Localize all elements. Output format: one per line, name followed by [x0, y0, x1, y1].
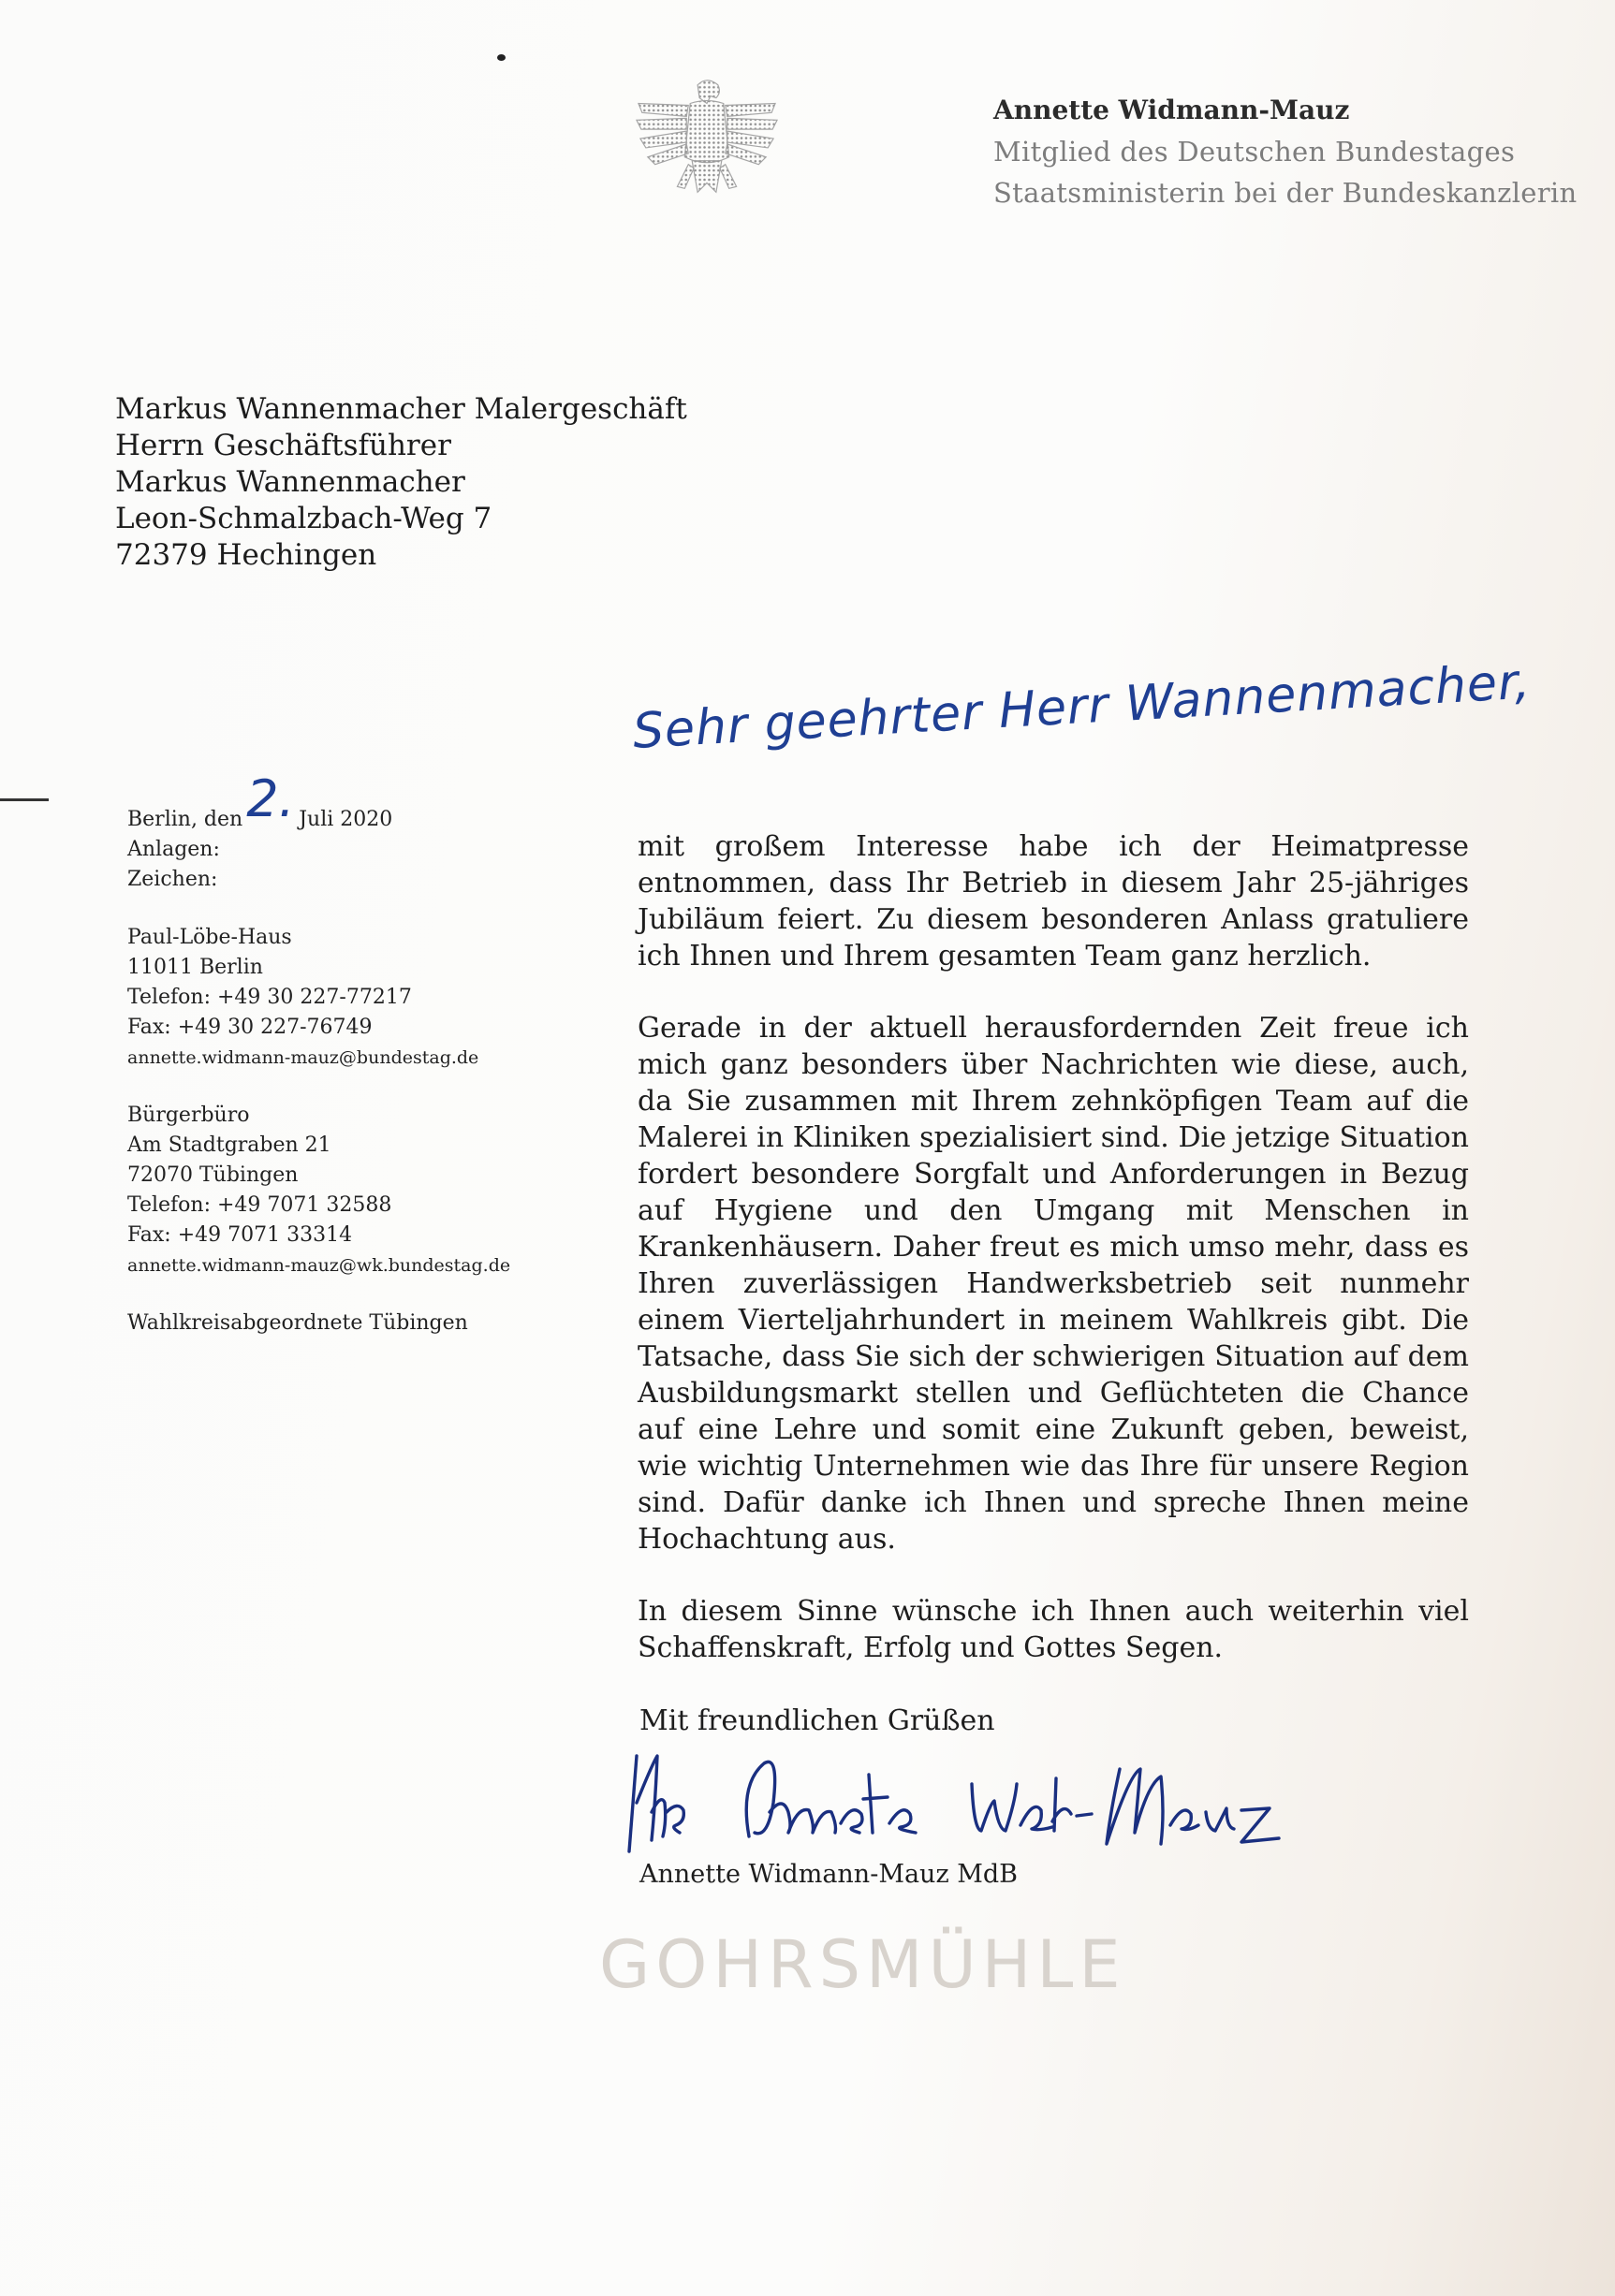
- berlin-office-fax: Fax: +49 30 227-76749: [127, 1016, 373, 1039]
- handwritten-salutation: Sehr geehrter Herr Wannenmacher,: [631, 653, 1533, 760]
- zeichen-label: Zeichen:: [127, 868, 218, 891]
- closing-phrase: Mit freundlichen Grüßen: [639, 1704, 995, 1737]
- berlin-office-city: 11011 Berlin: [127, 956, 263, 979]
- recipient-line: Markus Wannenmacher Malergeschäft: [115, 392, 687, 426]
- local-office-fax: Fax: +49 7071 33314: [127, 1223, 353, 1247]
- berlin-office-email: annette.widmann-mauz@bundestag.de: [127, 1047, 479, 1068]
- letterhead: [993, 90, 1577, 213]
- local-office-email: annette.widmann-mauz@wk.bundestag.de: [127, 1255, 511, 1276]
- sender-sidebar: [127, 769, 511, 1338]
- date-line: [127, 769, 510, 835]
- fold-mark: [0, 798, 49, 801]
- berlin-office-name: Paul-Löbe-Haus: [127, 926, 292, 949]
- recipient-line: Herrn Geschäftsführer: [115, 429, 451, 462]
- date-prefix: Berlin, den: [127, 808, 243, 831]
- handwritten-signature: [624, 1747, 1288, 1865]
- local-office-street: Am Stadtgraben 21: [127, 1133, 331, 1157]
- sender-title-2: Staatsministerin bei der Bundeskanzlerin: [993, 177, 1578, 209]
- letter-body: [638, 828, 1469, 1702]
- constituency-label: Wahlkreisabgeordnete Tübingen: [127, 1311, 468, 1335]
- body-paragraph-3: In diesem Sinne wünsche ich Ihnen auch weiterhin viel Schaffenskraft, Erfolg und Gottes Segen.: [638, 1595, 1469, 1664]
- body-paragraph-1: mit großem Interesse habe ich der Heimatpresse entnommen, dass Ihr Betrieb in diesem Jahr 25-jähriges Jubiläum feiert. Zu diesem besonderen Anlass gratuliere ich Ihnen und Ihrem gesamten Team ganz herzlich.: [638, 830, 1469, 973]
- local-office-city: 72070 Tübingen: [127, 1163, 299, 1187]
- paper-watermark: GOHRSMÜHLE: [599, 1926, 1126, 2003]
- signatory-name: Annette Widmann-Mauz MdB: [639, 1860, 1019, 1889]
- sender-name: Annette Widmann-Mauz: [993, 95, 1350, 125]
- sender-title-1: Mitglied des Deutschen Bundestages: [993, 136, 1516, 168]
- recipient-line: Leon-Schmalzbach-Weg 7: [115, 502, 492, 535]
- local-office-phone: Telefon: +49 7071 32588: [127, 1193, 392, 1217]
- body-paragraph-2: Gerade in der aktuell herausfordernden Zeit freue ich mich ganz besonders über Nachrichten wie diese, auch, da Sie zusammen mit Ihrem zehnköpfigen Team auf die Malerei in Kliniken spezialisiert sind. Die jetzige Situation fordert besondere Sorgfalt und Anforderungen in Bezug auf Hygiene und den Umgang mit Menschen in Krankenhäusern. Daher freut es mich umso mehr, dass es Ihren zuverlässigen Handwerksbetrieb seit nunmehr einem Vierteljahrhundert in meinem Wahlkreis gibt. Die Tatsache, dass Sie sich der schwierigen Situation auf dem Ausbildungsmarkt stellen und Geflüchteten die Chance auf eine Lehre und somit eine Zukunft geben, beweist, wie wichtig Unternehmen wie das Ihre für unsere Region sind. Dafür danke ich Ihnen und spreche Ihnen meine Hochachtung aus.: [638, 1012, 1469, 1556]
- recipient-address: [115, 391, 687, 574]
- berlin-office-phone: Telefon: +49 30 227-77217: [127, 986, 412, 1009]
- date-suffix: Juli 2020: [299, 808, 393, 831]
- local-office-name: Bürgerbüro: [127, 1104, 250, 1127]
- recipient-line: 72379 Hechingen: [115, 538, 377, 572]
- federal-eagle-icon: [633, 75, 781, 206]
- recipient-line: Markus Wannenmacher: [115, 465, 465, 499]
- ink-speck: [497, 54, 506, 61]
- handwritten-day: 2.: [246, 769, 295, 828]
- anlagen-label: Anlagen:: [127, 838, 220, 861]
